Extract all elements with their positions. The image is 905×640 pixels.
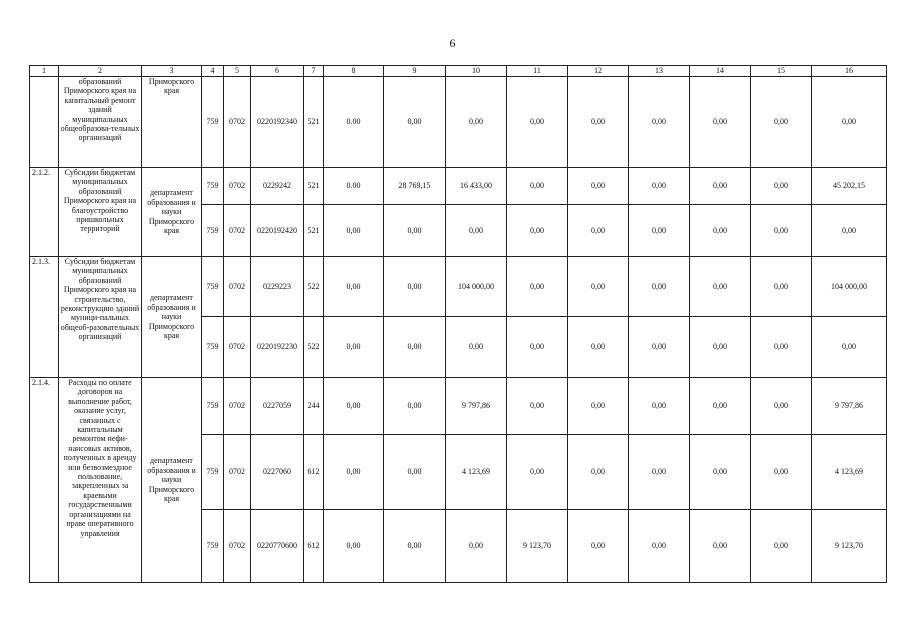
- cell-c14: 0,00: [690, 510, 751, 583]
- cell-c12: 0,00: [568, 205, 629, 257]
- cell-c5: 0702: [224, 168, 251, 205]
- cell-c9: 28 769,15: [384, 168, 446, 205]
- cell-c4: 759: [202, 257, 224, 317]
- header-cell: 9: [384, 66, 446, 77]
- row-department: департамент образования и науки Приморского края: [142, 168, 202, 257]
- cell-c9: 0,00: [384, 510, 446, 583]
- cell-c14: 0,00: [690, 317, 751, 378]
- cell-c5: 0702: [224, 77, 251, 168]
- page-number: 6: [449, 36, 456, 50]
- row-department: Приморского края: [142, 77, 202, 168]
- cell-c4: 759: [202, 510, 224, 583]
- cell-c4: 759: [202, 378, 224, 435]
- cell-c7: 521: [304, 205, 324, 257]
- cell-c12: 0,00: [568, 510, 629, 583]
- cell-c9: 0,00: [384, 317, 446, 378]
- cell-c15: 0,00: [751, 435, 812, 510]
- cell-c11: 0,00: [507, 435, 568, 510]
- cell-c8: 0,00: [324, 317, 384, 378]
- cell-c11: 9 123,70: [507, 510, 568, 583]
- table-row: [30, 77, 887, 168]
- cell-c7: 522: [304, 317, 324, 378]
- cell-c11: 0,00: [507, 205, 568, 257]
- budget-table: [29, 65, 887, 583]
- cell-c7: 522: [304, 257, 324, 317]
- cell-c12: 0,00: [568, 378, 629, 435]
- cell-c15: 0,00: [751, 257, 812, 317]
- cell-c8: 0,00: [324, 257, 384, 317]
- cell-c4: 759: [202, 435, 224, 510]
- header-cell: 4: [202, 66, 224, 77]
- cell-c11: 0,00: [507, 317, 568, 378]
- table-row: [30, 257, 887, 317]
- cell-c7: 521: [304, 77, 324, 168]
- cell-c5: 0702: [224, 510, 251, 583]
- cell-c13: 0,00: [629, 317, 690, 378]
- cell-c9: 0,00: [384, 435, 446, 510]
- cell-c15: 0,00: [751, 317, 812, 378]
- header-cell: 15: [751, 66, 812, 77]
- cell-c14: 0,00: [690, 77, 751, 168]
- header-cell: 14: [690, 66, 751, 77]
- header-cell: 12: [568, 66, 629, 77]
- cell-c10: 4 123,69: [446, 435, 507, 510]
- row-description: Субсидии бюджетам муниципальных образований Приморского края на строительство, реконструкцию зданий муници-пальных общеоб-разовательных организаций: [59, 257, 142, 378]
- cell-c15: 0,00: [751, 378, 812, 435]
- cell-c7: 612: [304, 510, 324, 583]
- cell-c14: 0,00: [690, 205, 751, 257]
- cell-c14: 0,00: [690, 168, 751, 205]
- cell-c4: 759: [202, 77, 224, 168]
- cell-c15: 0,00: [751, 205, 812, 257]
- cell-c5: 0702: [224, 378, 251, 435]
- cell-c6: 0227060: [251, 435, 304, 510]
- header-cell: 2: [59, 66, 142, 77]
- cell-c16: 0,00: [812, 205, 887, 257]
- cell-c12: 0,00: [568, 77, 629, 168]
- cell-c10: 9 797,86: [446, 378, 507, 435]
- cell-c8: 0,00: [324, 378, 384, 435]
- cell-c16: 104 000,00: [812, 257, 887, 317]
- cell-c13: 0,00: [629, 510, 690, 583]
- cell-c11: 0,00: [507, 257, 568, 317]
- cell-c16: 0,00: [812, 77, 887, 168]
- cell-c10: 104 000,00: [446, 257, 507, 317]
- row-description: образований Приморского края на капитальный ремонт зданий муниципальных общеобразова-тельных организаций: [59, 77, 142, 168]
- cell-c5: 0702: [224, 317, 251, 378]
- header-cell: 3: [142, 66, 202, 77]
- cell-c13: 0,00: [629, 168, 690, 205]
- cell-c6: 0220192420: [251, 205, 304, 257]
- header-cell: 13: [629, 66, 690, 77]
- row-index: [30, 77, 59, 168]
- header-cell: 10: [446, 66, 507, 77]
- row-index: 2.1.3.: [30, 257, 59, 378]
- cell-c8: 0.00: [324, 168, 384, 205]
- cell-c8: 0.00: [324, 77, 384, 168]
- cell-c7: 612: [304, 435, 324, 510]
- header-row: [30, 66, 887, 77]
- row-department: департамент образования и науки Приморского края: [142, 378, 202, 583]
- cell-c5: 0702: [224, 257, 251, 317]
- cell-c6: 0220770600: [251, 510, 304, 583]
- cell-c6: 0229242: [251, 168, 304, 205]
- cell-c7: 521: [304, 168, 324, 205]
- header-cell: 7: [304, 66, 324, 77]
- cell-c6: 0229223: [251, 257, 304, 317]
- cell-c13: 0,00: [629, 378, 690, 435]
- cell-c6: 0227059: [251, 378, 304, 435]
- cell-c4: 759: [202, 317, 224, 378]
- header-cell: 16: [812, 66, 887, 77]
- cell-c14: 0,00: [690, 435, 751, 510]
- cell-c14: 0,00: [690, 378, 751, 435]
- row-index: 2.1.2.: [30, 168, 59, 257]
- cell-c8: 0,00: [324, 510, 384, 583]
- cell-c13: 0,00: [629, 257, 690, 317]
- cell-c12: 0,00: [568, 257, 629, 317]
- cell-c16: 0,00: [812, 317, 887, 378]
- header-cell: 8: [324, 66, 384, 77]
- cell-c10: 0,00: [446, 510, 507, 583]
- cell-c10: 0,00: [446, 317, 507, 378]
- cell-c6: 0220192340: [251, 77, 304, 168]
- cell-c12: 0,00: [568, 168, 629, 205]
- cell-c6: 0220192230: [251, 317, 304, 378]
- cell-c12: 0,00: [568, 317, 629, 378]
- cell-c10: 0,00: [446, 77, 507, 168]
- row-description: Субсидии бюджетам муниципальных образований Приморского края на благоустройство пришкольных территорий: [59, 168, 142, 257]
- row-department: департамент образования и науки Приморского края: [142, 257, 202, 378]
- cell-c13: 0,00: [629, 435, 690, 510]
- cell-c5: 0702: [224, 205, 251, 257]
- header-cell: 5: [224, 66, 251, 77]
- cell-c4: 759: [202, 168, 224, 205]
- cell-c9: 0,00: [384, 205, 446, 257]
- header-cell: 6: [251, 66, 304, 77]
- cell-c16: 9 123,70: [812, 510, 887, 583]
- header-cell: 1: [30, 66, 59, 77]
- cell-c15: 0,00: [751, 168, 812, 205]
- cell-c5: 0702: [224, 435, 251, 510]
- table-row: [30, 378, 887, 435]
- cell-c16: 45 202,15: [812, 168, 887, 205]
- cell-c15: 0,00: [751, 510, 812, 583]
- cell-c11: 0,00: [507, 378, 568, 435]
- cell-c10: 16 433,00: [446, 168, 507, 205]
- cell-c10: 0,00: [446, 205, 507, 257]
- cell-c9: 0,00: [384, 77, 446, 168]
- row-index: 2.1.4.: [30, 378, 59, 583]
- cell-c13: 0,00: [629, 77, 690, 168]
- table-row: [30, 168, 887, 205]
- cell-c9: 0,00: [384, 378, 446, 435]
- cell-c14: 0,00: [690, 257, 751, 317]
- header-cell: 11: [507, 66, 568, 77]
- cell-c15: 0,00: [751, 77, 812, 168]
- cell-c16: 9 797,86: [812, 378, 887, 435]
- cell-c16: 4 123,69: [812, 435, 887, 510]
- cell-c4: 759: [202, 205, 224, 257]
- cell-c8: 0,00: [324, 205, 384, 257]
- cell-c8: 0,00: [324, 435, 384, 510]
- cell-c11: 0,00: [507, 168, 568, 205]
- cell-c11: 0,00: [507, 77, 568, 168]
- cell-c9: 0,00: [384, 257, 446, 317]
- cell-c7: 244: [304, 378, 324, 435]
- cell-c13: 0,00: [629, 205, 690, 257]
- cell-c12: 0,00: [568, 435, 629, 510]
- row-description: Расходы по оплате договоров на выполнение работ, оказание услуг, связанных с капитальным ремонтом нефи-нансовых активов, полученных в аренду или безвозмездное пользование, закрепленных за краевыми государственными организациями на праве оперативного управления: [59, 378, 142, 583]
